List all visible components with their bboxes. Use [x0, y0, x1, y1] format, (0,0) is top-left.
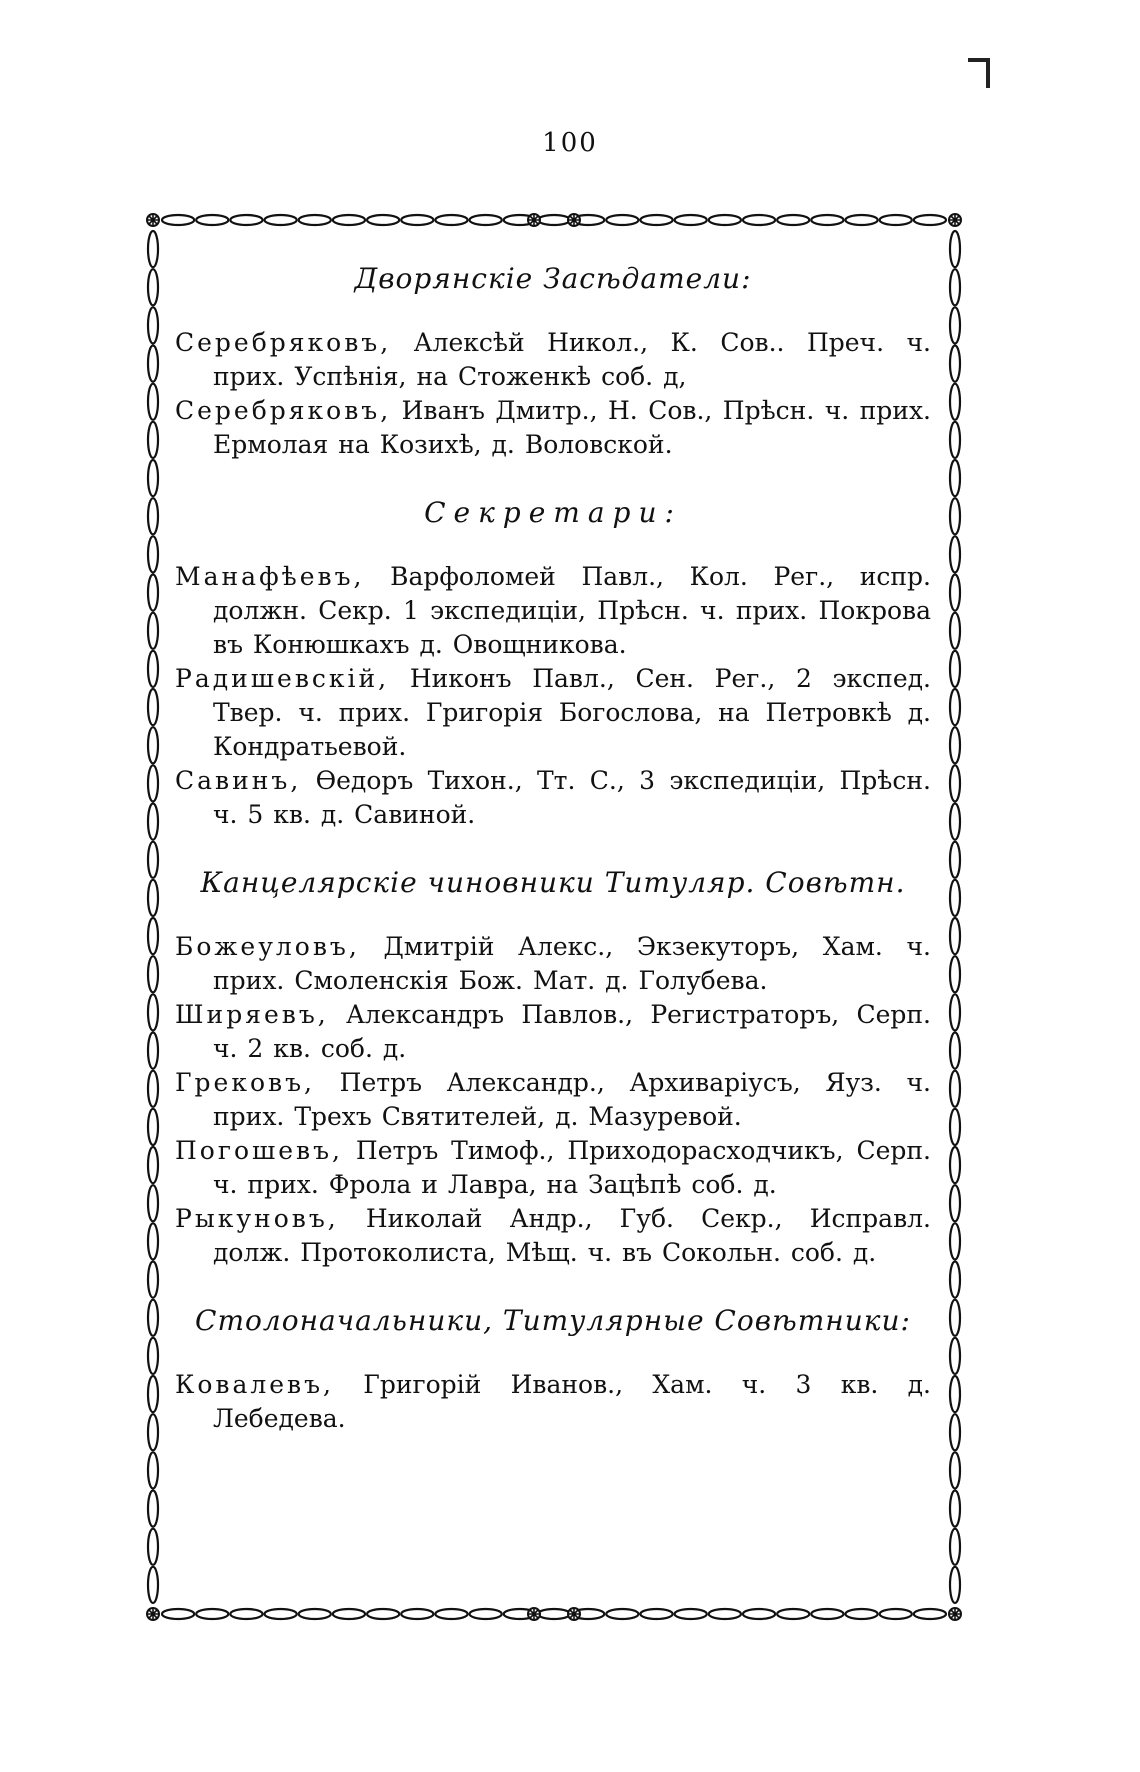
border-ornament [880, 1609, 912, 1619]
border-ornament [950, 613, 960, 649]
border-ornament [529, 215, 539, 225]
entry-surname: Ширяевъ, [175, 1000, 329, 1029]
border-ornament [950, 689, 960, 725]
entry-text: Ѳедоръ Тихон., Тт. С., 3 экспедиціи, Прѣсн. ч. 5 кв. д. Савиной. [213, 766, 931, 829]
border-ornament [148, 880, 158, 916]
border-ornament [367, 215, 399, 225]
border-ornament [950, 918, 960, 954]
border-ornament [950, 498, 960, 534]
border-ornament [950, 1147, 960, 1183]
border-ornament [470, 215, 502, 225]
border-ornament [148, 727, 158, 763]
border-ornament [950, 765, 960, 801]
directory-entry [175, 930, 931, 998]
border-ornament [950, 1414, 960, 1450]
border-ornament [148, 1223, 158, 1259]
entry-surname: Ковалевъ, [175, 1370, 334, 1399]
border-ornament [148, 1452, 158, 1488]
entry-text: Григорій Иванов., Хам. ч. 3 кв. д. Лебедева. [213, 1370, 931, 1433]
border-ornament [148, 1529, 158, 1565]
directory-entry [175, 1134, 931, 1202]
border-ornament [950, 804, 960, 840]
border-ornament [950, 727, 960, 763]
border-ornament [148, 804, 158, 840]
section-department-heads [175, 1304, 931, 1436]
entry-text: Дмитрій Алекс., Экзекуторъ, Хам. ч. прих. Смоленскія Бож. Мат. д. Голубева. [213, 932, 931, 995]
border-ornament [148, 231, 158, 267]
entry-text: Иванъ Дмитр., Н. Сов., Прѣсн. ч. прих. Ермолая на Козихѣ, д. Воловской. [213, 396, 931, 459]
border-ornament [148, 307, 158, 343]
border-ornament [148, 842, 158, 878]
border-ornament [367, 1609, 399, 1619]
border-ornament [950, 422, 960, 458]
border-ornament [950, 651, 960, 687]
border-ornament [950, 1262, 960, 1298]
border-ornament [148, 269, 158, 305]
border-ornament [148, 1414, 158, 1450]
directory-entry [175, 764, 931, 832]
border-ornament [675, 215, 707, 225]
border-ornament [569, 1609, 579, 1619]
border-ornament [196, 1609, 228, 1619]
entry-surname: Савинъ, [175, 766, 302, 795]
border-ornament [811, 1609, 843, 1619]
border-ornament [950, 1376, 960, 1412]
border-ornament [148, 1300, 158, 1336]
border-ornament [148, 575, 158, 611]
border-ornament [148, 651, 158, 687]
border-ornament [148, 689, 158, 725]
border-ornament [529, 1609, 539, 1619]
border-ornament [950, 880, 960, 916]
border-ornament [743, 1609, 775, 1619]
entry-surname: Божеуловъ, [175, 932, 360, 961]
entry-text: Александръ Павлов., Регистраторъ, Серп. ч. 2 кв. соб. д. [213, 1000, 931, 1063]
border-ornament [811, 215, 843, 225]
border-ornament [743, 215, 775, 225]
border-ornament [950, 346, 960, 382]
border-ornament [777, 215, 809, 225]
border-ornament [148, 1567, 158, 1603]
entry-text: Варфоломей Павл., Кол. Рег., испр. должн. Секр. 1 экспедиціи, Прѣсн. ч. прих. Покрова въ Конюшкахъ д. Овощникова. [213, 562, 931, 659]
border-ornament [950, 1071, 960, 1107]
border-ornament [950, 1300, 960, 1336]
border-ornament [950, 269, 960, 305]
border-ornament [230, 1609, 262, 1619]
border-ornament [435, 1609, 467, 1619]
border-ornament [230, 215, 262, 225]
section-chancellery-officials [175, 866, 931, 1270]
border-ornament [950, 1338, 960, 1374]
border-ornament [148, 918, 158, 954]
section-heading: Секретари: [424, 496, 682, 529]
border-ornament [950, 1033, 960, 1069]
directory-content [175, 262, 931, 1470]
border-ornament [148, 384, 158, 420]
border-ornament [709, 215, 741, 225]
border-ornament [435, 215, 467, 225]
border-ornament [148, 1376, 158, 1412]
border-ornament [640, 1609, 672, 1619]
entry-surname: Манафѣевъ, [175, 562, 365, 591]
border-ornament [950, 536, 960, 572]
border-ornament [950, 231, 960, 267]
border-ornament [950, 956, 960, 992]
border-ornament [162, 215, 194, 225]
section-secretaries [175, 496, 931, 832]
border-ornament [265, 215, 297, 225]
border-ornament [950, 1567, 960, 1603]
directory-entry [175, 1066, 931, 1134]
border-ornament [148, 1109, 158, 1145]
border-ornament [950, 307, 960, 343]
border-ornament [950, 1185, 960, 1221]
entry-surname: Погошевъ, [175, 1136, 343, 1165]
border-ornament [538, 215, 570, 225]
border-ornament [148, 460, 158, 496]
border-ornament [148, 498, 158, 534]
border-ornament [148, 994, 158, 1030]
border-ornament [606, 215, 638, 225]
border-ornament [950, 575, 960, 611]
entry-surname: Радишевскій, [175, 664, 390, 693]
border-ornament [950, 384, 960, 420]
border-ornament [148, 1071, 158, 1107]
directory-entry [175, 998, 931, 1066]
border-ornament [148, 1262, 158, 1298]
border-ornament [196, 215, 228, 225]
directory-entry [175, 1202, 931, 1270]
border-ornament [148, 215, 158, 225]
entry-text: Никонъ Павл., Сен. Рег., 2 экспед. Твер. ч. прих. Григорія Богослова, на Петровкѣ д. Кондратьевой. [213, 664, 931, 761]
corner-mark [968, 58, 990, 88]
section-noble-assessors [175, 262, 931, 462]
border-ornament [950, 215, 960, 225]
border-ornament [950, 994, 960, 1030]
entry-text: Петръ Александр., Архиваріусъ, Яуз. ч. прих. Трехъ Святителей, д. Мазуревой. [213, 1068, 931, 1131]
border-ornament [148, 613, 158, 649]
border-ornament [950, 1452, 960, 1488]
border-ornament [148, 1147, 158, 1183]
section-heading: Дворянскіе Засѣдатели: [354, 262, 752, 295]
border-ornament [265, 1609, 297, 1619]
border-ornament [640, 215, 672, 225]
border-ornament [148, 346, 158, 382]
directory-entry [175, 1368, 931, 1436]
border-ornament [148, 1491, 158, 1527]
border-ornament [606, 1609, 638, 1619]
directory-entry [175, 560, 931, 662]
entry-surname: Серебряковъ, [175, 328, 392, 357]
entry-surname: Грековъ, [175, 1068, 315, 1097]
border-ornament [914, 215, 946, 225]
border-ornament [148, 1033, 158, 1069]
entry-text: Николай Андр., Губ. Секр., Исправл. долж. Протоколиста, Мѣщ. ч. въ Сокольн. соб. д. [213, 1204, 931, 1267]
border-ornament [333, 215, 365, 225]
border-ornament [299, 1609, 331, 1619]
border-ornament [950, 1109, 960, 1145]
border-ornament [148, 536, 158, 572]
border-ornament [880, 215, 912, 225]
border-ornament [950, 842, 960, 878]
border-ornament [162, 1609, 194, 1619]
entry-surname: Рыкуновъ, [175, 1204, 339, 1233]
directory-entry [175, 394, 931, 462]
page-number: 100 [542, 128, 598, 158]
directory-entry [175, 662, 931, 764]
entry-text: Алексѣй Никол., К. Сов.. Преч. ч. прих. Успѣнія, на Стоженкѣ соб. д, [213, 328, 931, 391]
border-ornament [777, 1609, 809, 1619]
border-ornament [148, 422, 158, 458]
border-ornament [299, 215, 331, 225]
border-ornament [845, 1609, 877, 1619]
border-ornament [148, 1338, 158, 1374]
border-ornament [569, 215, 579, 225]
border-ornament [950, 460, 960, 496]
border-ornament [148, 1185, 158, 1221]
border-ornament [845, 215, 877, 225]
border-ornament [401, 215, 433, 225]
entry-text: Петръ Тимоф., Приходорасходчикъ, Серп. ч. прих. Фрола и Лавра, на Зацѣпѣ соб. д. [213, 1136, 931, 1199]
border-ornament [914, 1609, 946, 1619]
border-ornament [148, 765, 158, 801]
border-ornament [950, 1529, 960, 1565]
border-ornament [950, 1491, 960, 1527]
border-ornament [675, 1609, 707, 1619]
border-ornament [148, 1609, 158, 1619]
border-ornament [333, 1609, 365, 1619]
section-heading: Столоначальники, Титулярные Совѣтники: [195, 1304, 911, 1337]
border-ornament [538, 1609, 570, 1619]
border-ornament [950, 1223, 960, 1259]
entry-surname: Серебряковъ, [175, 396, 392, 425]
border-ornament [709, 1609, 741, 1619]
border-ornament [950, 1609, 960, 1619]
section-heading: Канцелярскіе чиновники Титуляр. Совѣтн. [200, 866, 906, 899]
border-ornament [401, 1609, 433, 1619]
directory-entry [175, 326, 931, 394]
border-ornament [470, 1609, 502, 1619]
border-ornament [148, 956, 158, 992]
